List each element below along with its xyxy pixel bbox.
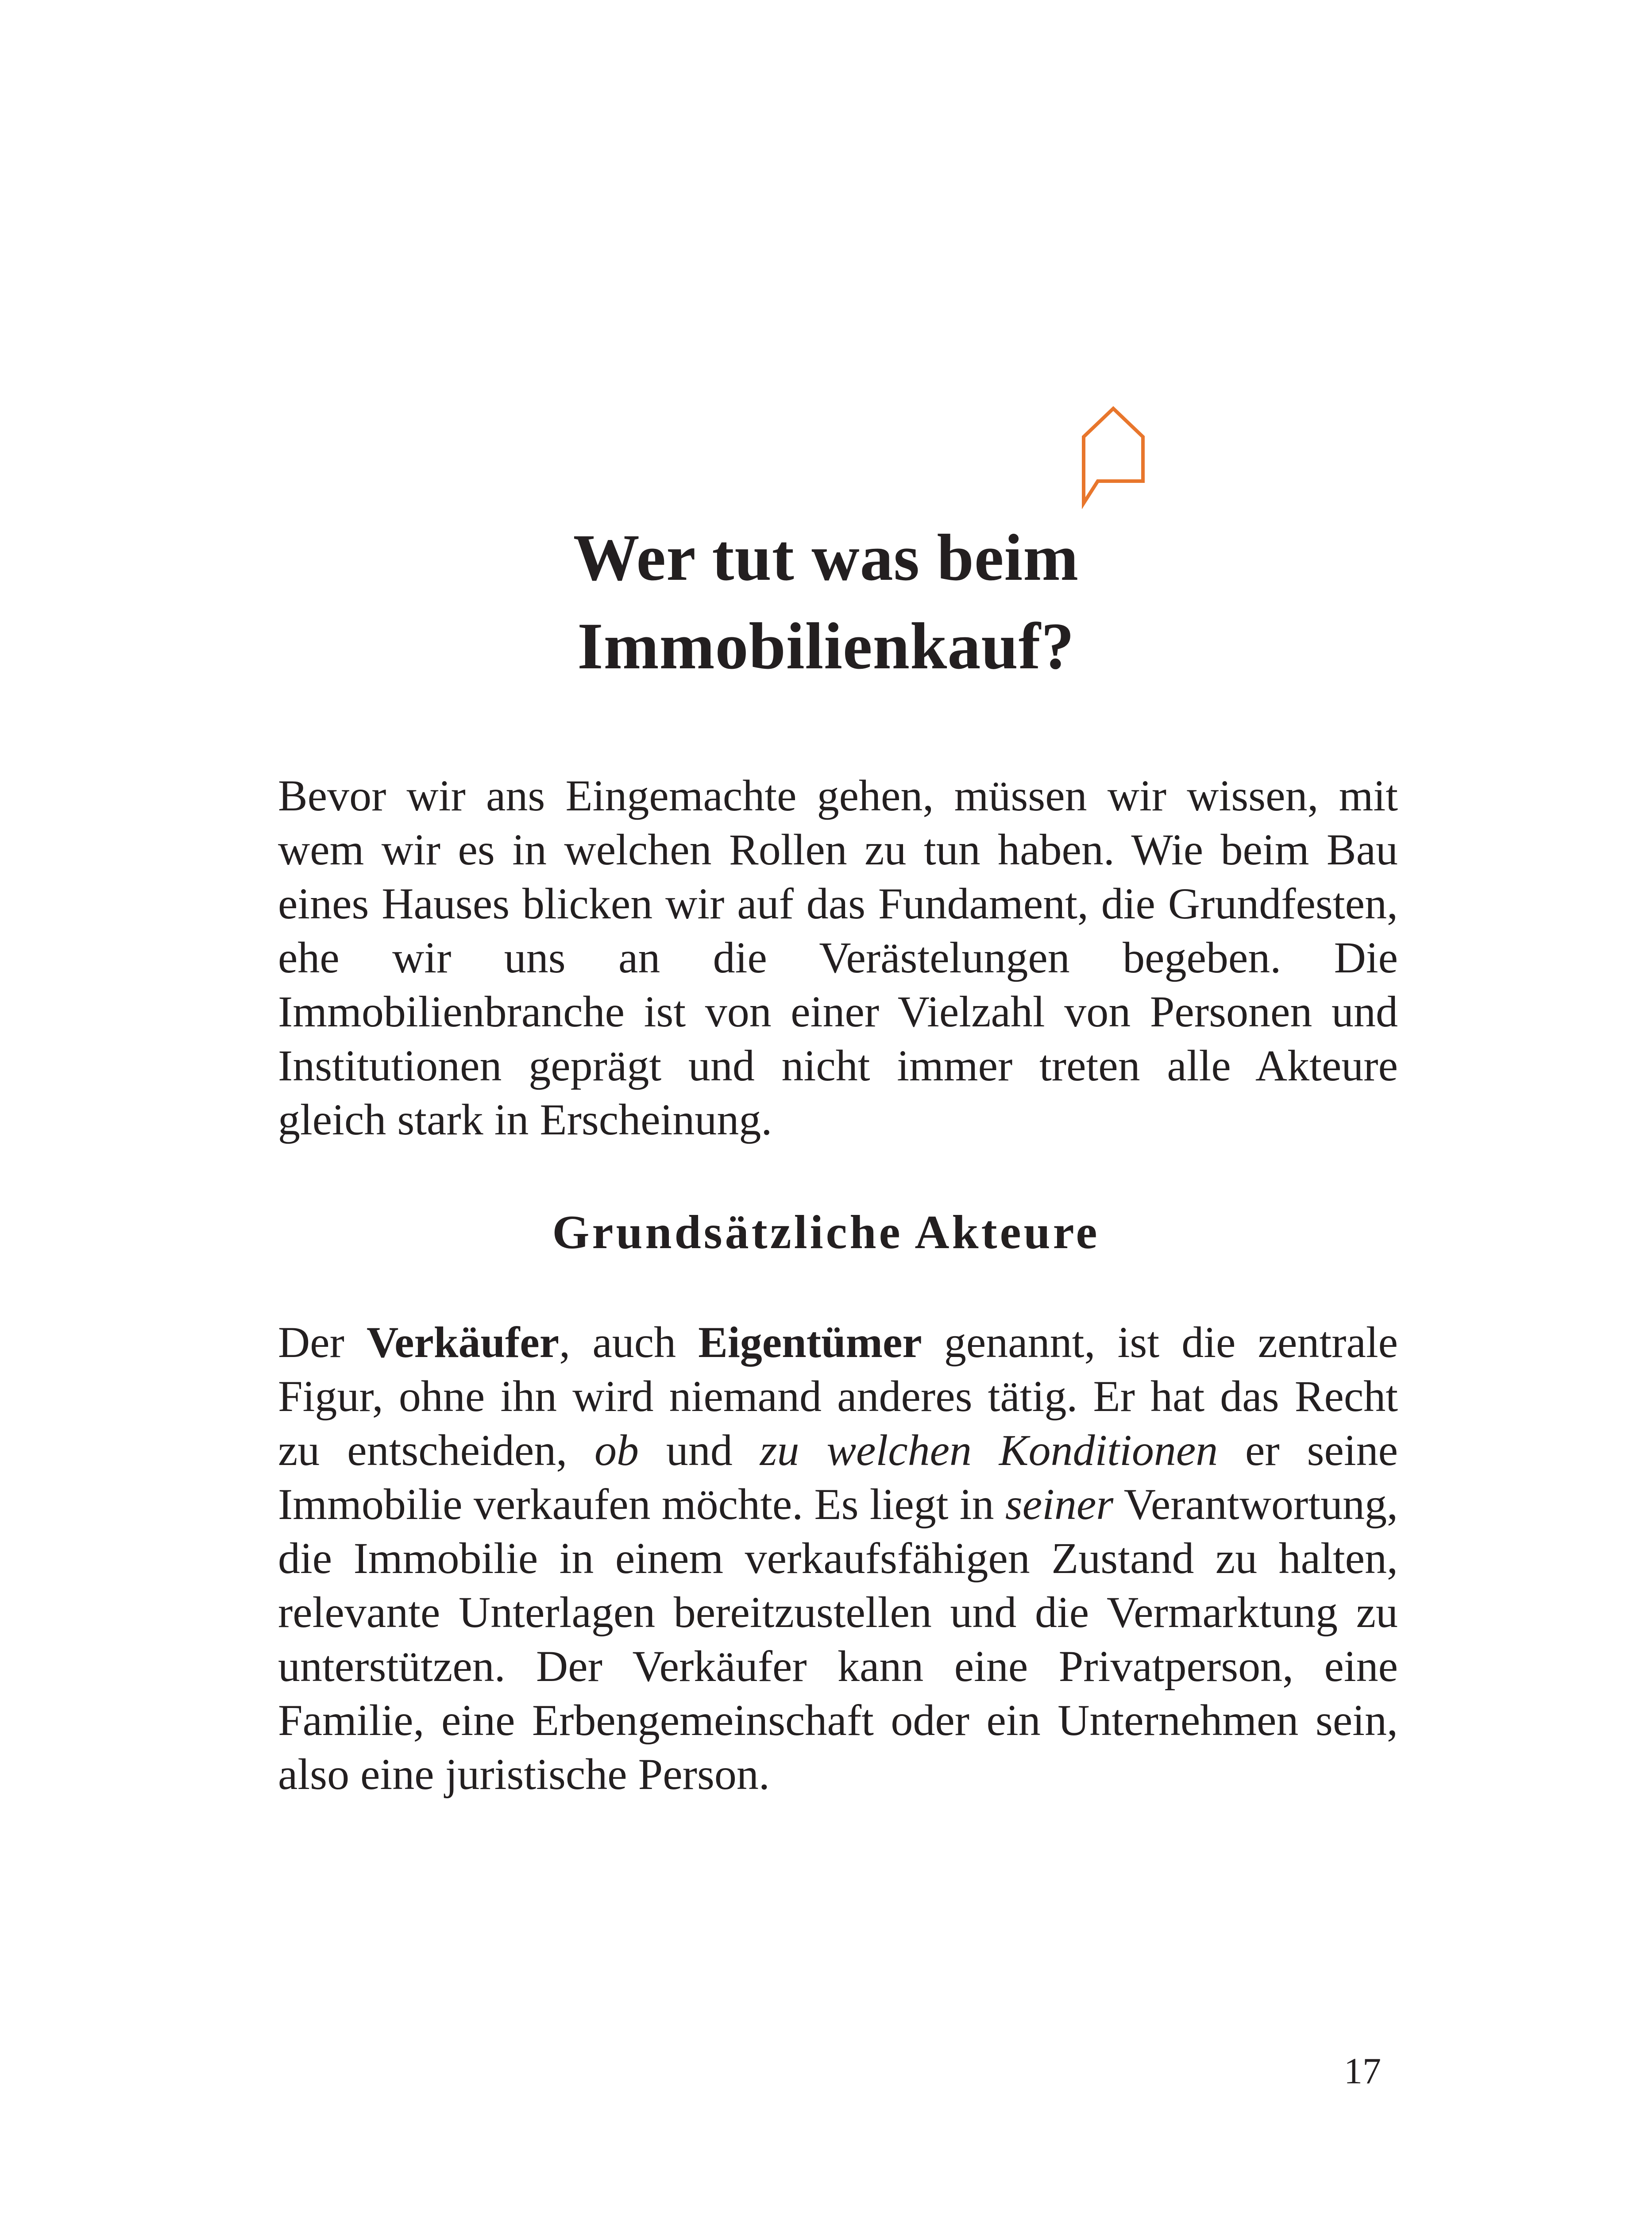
chapter-title-line-1: Wer tut was beim: [573, 521, 1079, 594]
body-text: , auch: [559, 1318, 699, 1367]
term-eigentuemer: Eigentümer: [698, 1318, 922, 1367]
chapter-title: [0, 513, 1652, 690]
chapter-title-line-2: Immobilienkauf?: [577, 609, 1075, 683]
emphasis-konditionen: zu welchen Konditionen: [760, 1426, 1218, 1475]
body-text: Verantwortung, die Immobilie in einem verkaufsfähigen Zustand zu halten, relevante Unterlagen bereitzustellen und die Vermarktung zu unterstützen. Der Verkäufer kann eine Privatperson, eine Familie, eine Erbengemeinschaft oder ein Unternehmen sein, also eine juristische Person.: [278, 1480, 1398, 1799]
page-number: 17: [1344, 2051, 1381, 2092]
term-verkaeufer: Verkäufer: [367, 1318, 560, 1367]
intro-paragraph: Bevor wir ans Eingemachte gehen, müssen wir wissen, mit wem wir es in welchen Rollen zu tun haben. Wie beim Bau eines Hauses blicken wir auf das Fundament, die Grundfesten, ehe wir uns an die Verästelungen begeben. Die Immobilienbranche ist von einer Vielzahl von Personen und Institutionen geprägt und nicht immer treten alle Akteure gleich stark in Erscheinung.: [278, 771, 1398, 1144]
body-text: genannt, ist die zentrale Figur, ohne ihn wird niemand anderes tätig. Er hat das Recht zu entscheiden,: [278, 1318, 1398, 1475]
body-text: er seine Immobilie verkaufen möchte. Es liegt in: [278, 1426, 1398, 1529]
emphasis-seiner: seiner: [1005, 1480, 1114, 1529]
emphasis-ob: ob: [594, 1426, 639, 1475]
body-text: Der: [278, 1318, 367, 1367]
body-text: und: [639, 1426, 760, 1475]
house-speech-bubble-icon: [1080, 405, 1146, 509]
section-heading: Grundsätzliche Akteure: [552, 1206, 1100, 1259]
body-paragraph: [278, 1315, 1398, 1801]
